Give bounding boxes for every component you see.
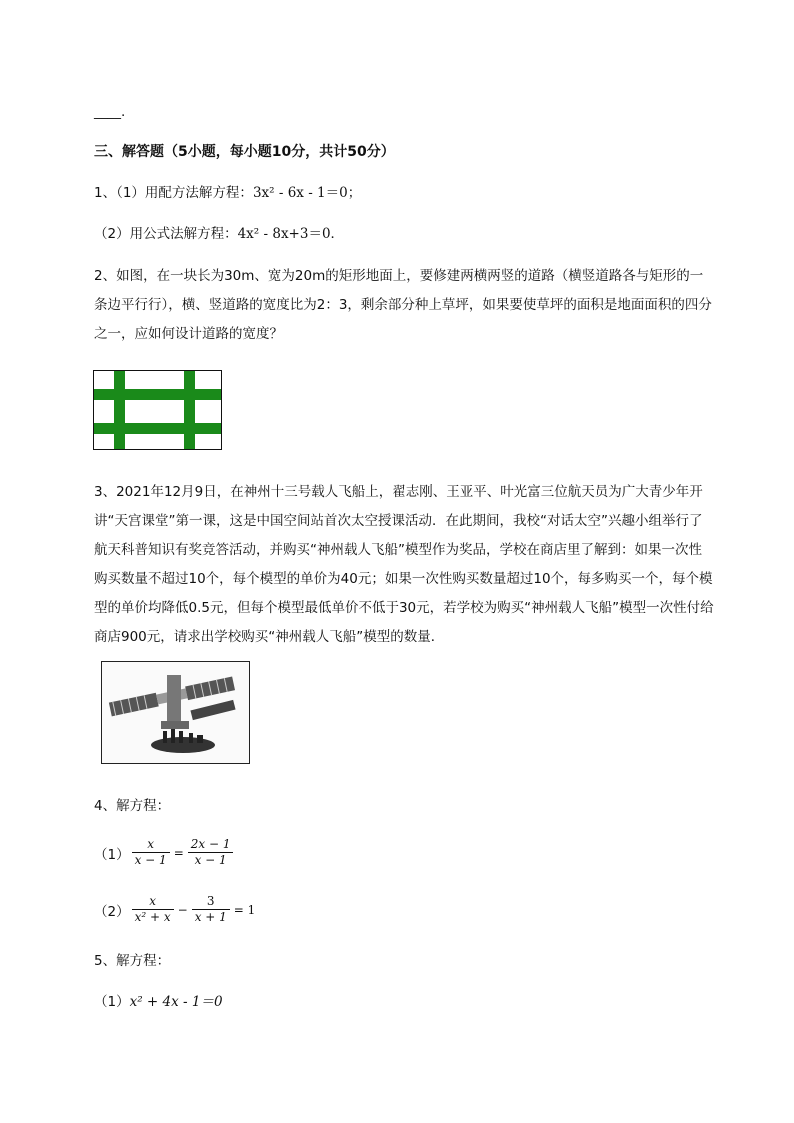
q5-part1-label: （1） (94, 994, 130, 1010)
answer-blank: ____. (94, 104, 126, 120)
q4-part2-label: （2） (94, 903, 130, 920)
road-diagram (93, 370, 222, 450)
q1-part2-label: （2）用公式法解方程： (94, 226, 238, 242)
q1-part1-equation: 3x² - 6x - 1＝0； (252, 185, 362, 201)
road-vertical-1 (114, 371, 125, 449)
road-horizontal-1 (94, 389, 221, 400)
road-horizontal-2 (94, 423, 221, 434)
question-2-text: 2、如图，在一块长为30m、宽为20m的矩形地面上，要修建两横两竖的道路（横竖道路各与矩形的一条边平行行），横、竖道路的宽度比为2：3，剩余部分种上草坪，如果要使草坪的面积是地面面积的四分之一，应如何设计道路的宽度？ (94, 268, 712, 342)
question-1-part-2 (94, 224, 344, 244)
question-4-part-2 (94, 894, 257, 925)
q4-part1-label: （1） (94, 846, 130, 863)
q4-part1-fraction-left: $\frac{x}{x - 1}$ (132, 837, 170, 868)
question-5-label: 5、解方程： (94, 953, 171, 969)
question-4-label: 4、解方程： (94, 798, 171, 814)
q4-part2-rhs: = 1 (233, 902, 256, 917)
space-station-photo (101, 661, 250, 764)
q4-part2-fraction-right: $\frac{3}{x + 1}$ (192, 894, 230, 925)
q1-part2-equation: 4x² - 8x+3＝0． (237, 226, 345, 242)
q4-part2-fraction-left: $\frac{x}{\text{x² + x}}$ (132, 894, 174, 925)
question-1-part-1 (94, 183, 361, 203)
question-5-part-1 (94, 992, 223, 1012)
section-heading: 三、解答题（5小题，每小题10分，共计50分） (94, 144, 395, 160)
question-3-text: 3、2021年12月9日，在神州十三号载人飞船上，翟志刚、王亚平、叶光富三位航天员为广大青少年开讲“天宫课堂”第一课，这是中国空间站首次太空授课活动．在此期间，我校“对话太空”兴趣小组举行了航天科普知识有奖竞答活动，并购买“神州载人飞船”模型作为奖品，学校在商店里了解到：如果一次性购买数量不超过10个，每个模型的单价为40元；如果一次性购买数量超过10个，每多购买一个，每个模型的单价均降低0.5元，但每个模型最低单价不低于30元，若学校为购买“神州载人飞船”模型一次性付给商店900元，请求出学校购买“神州载人飞船”模型的数量． (94, 484, 714, 645)
q4-part1-equals: = (173, 845, 184, 860)
road-vertical-2 (184, 371, 195, 449)
q4-part1-fraction-right: $\frac{2x - 1}{x - 1}$ (188, 837, 234, 868)
q4-part2-minus: − (177, 902, 188, 917)
q1-part1-label: 1、（1）用配方法解方程： (94, 185, 253, 201)
q5-part1-equation: x² + 4x - 1＝0 (129, 994, 223, 1010)
question-4-part-1 (94, 837, 235, 868)
